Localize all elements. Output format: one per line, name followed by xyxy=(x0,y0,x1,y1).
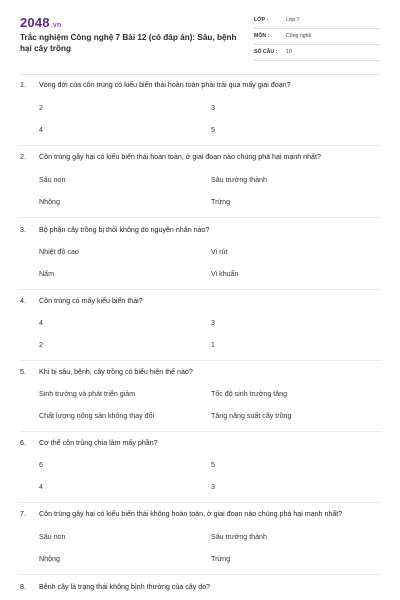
answer-option[interactable]: 5 xyxy=(211,461,215,469)
question-body: Khi bị sâu, bệnh, cây trồng có biểu hiện thế nào? xyxy=(39,368,193,376)
answer-option[interactable]: Tốc độ sinh trưởng tăng xyxy=(211,390,288,398)
answer-option[interactable]: 1 xyxy=(211,341,215,349)
meta-label: LỚP : xyxy=(254,17,269,23)
answer-option[interactable]: Nhiệt độ cao xyxy=(39,248,79,256)
answer-option[interactable]: 3 xyxy=(211,319,215,327)
question-body: Côn trùng có mấy kiểu biến thái? xyxy=(39,297,143,305)
question-separator xyxy=(20,145,382,146)
answer-option[interactable]: 5 xyxy=(211,126,215,134)
answer-option[interactable]: 6 xyxy=(39,461,43,469)
meta-value: 10 xyxy=(286,49,292,55)
answer-option[interactable]: 2 xyxy=(39,104,43,112)
meta-subject xyxy=(254,31,380,45)
question-separator xyxy=(20,502,382,503)
question-separator xyxy=(20,360,382,361)
logo-main: 2048 xyxy=(20,15,50,30)
question-number: 2. xyxy=(20,153,26,161)
question-body: Cơ thể côn trùng chia làm mấy phần? xyxy=(39,439,158,447)
question-number: 4. xyxy=(20,297,26,305)
answer-option[interactable]: 3 xyxy=(211,483,215,491)
quiz-meta xyxy=(254,15,380,63)
question-body: Bệnh cây là trạng thái không bình thường của cây do? xyxy=(39,583,211,591)
question-number: 5. xyxy=(20,368,26,376)
question-separator xyxy=(20,431,382,432)
answer-option[interactable]: Vi khuẩn xyxy=(211,270,239,278)
answer-option[interactable]: 3 xyxy=(211,104,215,112)
question-separator xyxy=(20,289,382,290)
site-logo[interactable] xyxy=(20,15,61,30)
answer-option[interactable]: Nấm xyxy=(39,270,54,278)
page-header xyxy=(0,0,400,72)
question-separator xyxy=(20,574,382,575)
answer-option[interactable]: 4 xyxy=(39,319,43,327)
meta-value: Lớp 7 xyxy=(286,17,300,23)
question-body: Vòng đời của côn trùng có kiểu biến thái hoàn toàn phải trải qua mấy giai đoạn? xyxy=(39,81,291,89)
answer-option[interactable]: Trứng xyxy=(211,555,231,563)
question-number: 7. xyxy=(20,510,26,518)
answer-option[interactable]: Sâu non xyxy=(39,176,66,184)
answer-option[interactable]: 4 xyxy=(39,483,43,491)
answer-option[interactable]: Nhộng xyxy=(39,198,60,206)
meta-value: Công nghệ xyxy=(286,33,312,39)
question-number: 8. xyxy=(20,583,26,591)
question-body: Côn trùng gây hại có kiểu biến thái không hoàn toàn, ở giai đoạn nào chúng phá hại mạnh nhất? xyxy=(39,510,343,518)
question-body: Côn trùng gây hại có kiểu biến thái hoàn toàn, ở giai đoạn nào chúng phá hại mạnh nhất? xyxy=(39,153,321,161)
meta-question-count xyxy=(254,47,380,61)
answer-option[interactable]: Nhộng xyxy=(39,555,60,563)
meta-class xyxy=(254,15,380,29)
meta-label: MÔN : xyxy=(254,33,270,39)
question-separator xyxy=(20,217,382,218)
answer-option[interactable]: Trứng xyxy=(211,198,231,206)
answer-option[interactable]: Chất lượng nông sản không thay đổi xyxy=(39,412,155,420)
answer-option[interactable]: Sâu non xyxy=(39,533,66,541)
logo-tld: .vn xyxy=(50,22,62,29)
header-divider xyxy=(20,74,380,75)
question-number: 1. xyxy=(20,81,26,89)
question-number: 3. xyxy=(20,226,26,234)
page-title: Trắc nghiệm Công nghệ 7 Bài 12 (có đáp án): Sâu, bệnh hại cây trồng xyxy=(20,33,237,53)
answer-option[interactable]: Tăng năng suất cây trồng xyxy=(211,412,292,420)
answer-option[interactable]: Sâu trưởng thành xyxy=(211,533,267,541)
question-number: 6. xyxy=(20,439,26,447)
meta-label: SỐ CÂU : xyxy=(254,49,278,55)
answer-option[interactable]: 2 xyxy=(39,341,43,349)
answer-option[interactable]: Sâu trưởng thành xyxy=(211,176,267,184)
answer-option[interactable]: Sinh trưởng và phát triển giảm xyxy=(39,390,136,398)
answer-option[interactable]: 4 xyxy=(39,126,43,134)
answer-option[interactable]: Vi rút xyxy=(211,248,228,256)
question-body: Bộ phận cây trồng bị thối không do nguyên nhân nào? xyxy=(39,226,210,234)
